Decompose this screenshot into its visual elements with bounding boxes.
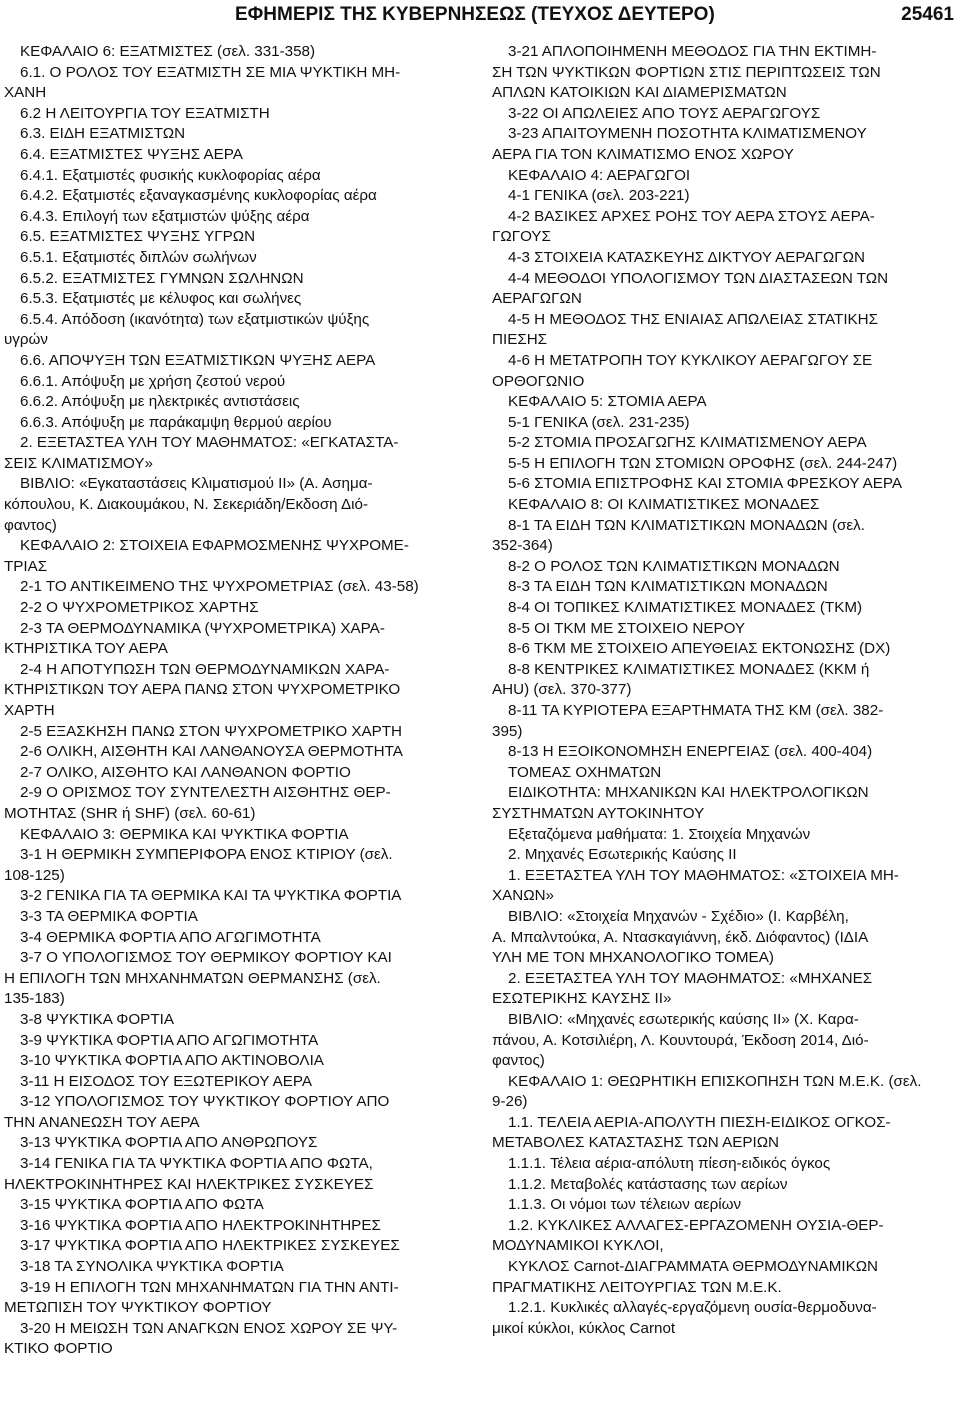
text-line: 3-11 Η ΕΙΣΟΔΟΣ ΤΟΥ ΕΞΩΤΕΡΙΚΟΥ ΑΕΡΑ xyxy=(20,1072,313,1090)
text-line: 5-5 Η ΕΠΙΛΟΓΗ ΤΩΝ ΣΤΟΜΙΩΝ ΟΡΟΦΗΣ (σελ. 244-247) xyxy=(508,454,898,472)
text-line: ΤΡΙΑΣ xyxy=(4,557,48,575)
text-line: ΑΕΡΑ ΓΙΑ ΤΟΝ ΚΛΙΜΑΤΙΣΜΟ ΕΝΟΣ ΧΩΡΟΥ xyxy=(492,145,794,163)
text-line: 3-2 ΓΕΝΙΚΑ ΓΙΑ ΤΑ ΘΕΡΜΙΚΑ ΚΑΙ ΤΑ ΨΥΚΤΙΚΑ ΦΟΡΤΙΑ xyxy=(20,887,402,905)
text-line: 8-11 ΤΑ ΚΥΡΙΟΤΕΡΑ ΕΞΑΡΤΗΜΑΤΑ ΤΗΣ ΚΜ (σελ. 382- xyxy=(508,702,884,719)
text-line: 2-5 ΕΞΑΣΚΗΣΗ ΠΑΝΩ ΣΤΟΝ ΨΥΧΡΟΜΕΤΡΙΚΟ ΧΑΡΤΗ xyxy=(20,722,403,740)
text-line: μικοί κύκλοι, κύκλος Carnot xyxy=(492,1319,676,1337)
text-line: 3-18 ΤΑ ΣΥΝΟΛΙΚΑ ΨΥΚΤΙΚΑ ΦΟΡΤΙΑ xyxy=(20,1258,284,1276)
text-line: ΣΥΣΤΗΜΑΤΩΝ ΑΥΤΟΚΙΝΗΤΟΥ xyxy=(492,804,705,822)
text-line: Α. Μπαλντούκα, Α. Ντασκαγιάννη, έκδ. Διόφαντος) (ΙΔΙΑ xyxy=(492,928,869,946)
text-line: ΜΟΤΗΤΑΣ (SHR ή SHF) (σελ. 60-61) xyxy=(4,804,256,822)
text-line: ΕΙΔΙΚΟΤΗΤΑ: ΜΗΧΑΝΙΚΩΝ ΚΑΙ ΗΛΕΚΤΡΟΛΟΓΙΚΩΝ xyxy=(508,784,869,802)
text-line: 6.4.1. Εξατμιστές φυσικής κυκλοφορίας αέρα xyxy=(20,166,321,184)
text-line: 6.1. Ο ΡΟΛΟΣ ΤΟΥ ΕΞΑΤΜΙΣΤΗ ΣΕ ΜΙΑ ΨΥΚΤΙΚΗ ΜΗ- xyxy=(20,63,401,81)
text-line: ΚΤΗΡΙΣΤΙΚΑ ΤΟΥ ΑΕΡΑ xyxy=(4,640,168,658)
text-line: 6.5.4. Απόδοση (ικανότητα) των εξατμιστικών ψύξης xyxy=(20,310,370,328)
text-line: 6.3. ΕΙΔΗ ΕΞΑΤΜΙΣΤΩΝ xyxy=(20,125,186,143)
text-line: φαντος) xyxy=(4,516,57,534)
text-line: 3-13 ΨΥΚΤΙΚΑ ΦΟΡΤΙΑ ΑΠΟ ΑΝΘΡΩΠΟΥΣ xyxy=(20,1134,318,1152)
text-line: ΑΠΛΩΝ ΚΑΤΟΙΚΙΩΝ ΚΑΙ ΔΙΑΜΕΡΙΣΜΑΤΩΝ xyxy=(492,84,787,102)
text-line: 3-1 Η ΘΕΡΜΙΚΗ ΣΥΜΠΕΡΙΦΟΡΑ ΕΝΟΣ ΚΤΙΡΙΟΥ (σελ. xyxy=(20,846,393,864)
text-line: 6.6.3. Απόψυξη με παράκαμψη θερμού αερίου xyxy=(20,413,332,431)
text-line: ΜΕΤΑΒΟΛΕΣ ΚΑΤΑΣΤΑΣΗΣ ΤΩΝ ΑΕΡΙΩΝ xyxy=(492,1134,780,1152)
text-line: 2-1 ΤΟ ΑΝΤΙΚΕΙΜΕΝΟ ΤΗΣ ΨΥΧΡΟΜΕΤΡΙΑΣ (σελ. 43-58) xyxy=(20,578,419,596)
text-line: 3-9 ΨΥΚΤΙΚΑ ΦΟΡΤΙΑ ΑΠΟ ΑΓΩΓΙΜΟΤΗΤΑ xyxy=(20,1031,319,1049)
text-line: 6.4. ΕΞΑΤΜΙΣΤΕΣ ΨΥΞΗΣ ΑΕΡΑ xyxy=(20,145,243,163)
text-line: ΒΙΒΛΙΟ: «Στοιχεία Μηχανών - Σχέδιο» (Ι. Καρβέλη, xyxy=(508,907,849,925)
text-line: 3-12 ΥΠΟΛΟΓΙΣΜΟΣ ΤΟΥ ΨΥΚΤΙΚΟΥ ΦΟΡΤΙΟΥ ΑΠΟ xyxy=(20,1093,390,1111)
text-line: 1.1.2. Μεταβολές κατάστασης των αερίων xyxy=(508,1175,788,1193)
text-line: 8-8 ΚΕΝΤΡΙΚΕΣ ΚΛΙΜΑΤΙΣΤΙΚΕΣ ΜΟΝΑΔΕΣ (ΚΚΜ ή xyxy=(508,660,870,678)
text-line: 9-26) xyxy=(492,1093,528,1111)
text-line: AHU) (σελ. 370-377) xyxy=(492,681,632,699)
text-line: 3-20 Η ΜΕΙΩΣΗ ΤΩΝ ΑΝΑΓΚΩΝ ΕΝΟΣ ΧΩΡΟΥ ΣΕ ΨΥ- xyxy=(20,1319,398,1337)
text-line: 2-7 ΟΛΙΚΟ, ΑΙΣΘΗΤΟ ΚΑΙ ΛΑΝΘΑΝΟΝ ΦΟΡΤΙΟ xyxy=(20,763,351,781)
text-line: ΜΟΔΥΝΑΜΙΚΟΙ ΚΥΚΛΟΙ, xyxy=(492,1237,664,1255)
text-line: 3-15 ΨΥΚΤΙΚΑ ΦΟΡΤΙΑ ΑΠΟ ΦΩΤΑ xyxy=(20,1196,264,1214)
text-line: 6.2 Η ΛΕΙΤΟΥΡΓΙΑ ΤΟΥ ΕΞΑΤΜΙΣΤΗ xyxy=(20,104,270,122)
text-line: 8-6 ΤΚΜ ΜΕ ΣΤΟΙΧΕΙΟ ΑΠΕΥΘΕΙΑΣ ΕΚΤΟΝΩΣΗΣ (DX) xyxy=(508,640,891,658)
text-line: 6.6. ΑΠΟΨΥΞΗ ΤΩΝ ΕΞΑΤΜΙΣΤΙΚΩΝ ΨΥΞΗΣ ΑΕΡΑ xyxy=(20,351,376,369)
text-line: 4-3 ΣΤΟΙΧΕΙΑ ΚΑΤΑΣΚΕΥΗΣ ΔΙΚΤΥΟΥ ΑΕΡΑΓΩΓΩΝ xyxy=(508,248,865,266)
text-line: 3-19 Η ΕΠΙΛΟΓΗ ΤΩΝ ΜΗΧΑΝΗΜΑΤΩΝ ΓΙΑ ΤΗΝ ΑΝΤΙ- xyxy=(20,1278,399,1296)
text-line: 6.5.2. ΕΞΑΤΜΙΣΤΕΣ ΓΥΜΝΩΝ ΣΩΛΗΝΩΝ xyxy=(20,269,304,287)
text-line: 3-8 ΨΥΚΤΙΚΑ ΦΟΡΤΙΑ xyxy=(20,1010,174,1028)
text-line: ΠΙΕΣΗΣ xyxy=(492,331,548,349)
text-line: 1. ΕΞΕΤΑΣΤΕΑ ΥΛΗ ΤΟΥ ΜΑΘΗΜΑΤΟΣ: «ΣΤΟΙΧΕΙΑ ΜΗ- xyxy=(508,866,899,884)
text-line: 8-4 ΟΙ ΤΟΠΙΚΕΣ ΚΛΙΜΑΤΙΣΤΙΚΕΣ ΜΟΝΑΔΕΣ (ΤΚΜ) xyxy=(508,599,863,617)
text-line: 1.1.1. Τέλεια αέρια-απόλυτη πίεση-ειδικός όγκος xyxy=(508,1155,831,1173)
text-line: 5-1 ΓΕΝΙΚΑ (σελ. 231-235) xyxy=(508,413,690,431)
text-line: 4-5 Η ΜΕΘΟΔΟΣ ΤΗΣ ΕΝΙΑΙΑΣ ΑΠΩΛΕΙΑΣ ΣΤΑΤΙΚΗΣ xyxy=(508,310,879,328)
text-line: ΟΡΘΟΓΩΝΙΟ xyxy=(492,372,585,390)
text-line: 4-2 ΒΑΣΙΚΕΣ ΑΡΧΕΣ ΡΟΗΣ ΤΟΥ ΑΕΡΑ ΣΤΟΥΣ ΑΕΡΑ- xyxy=(508,207,875,225)
text-line: 4-1 ΓΕΝΙΚΑ (σελ. 203-221) xyxy=(508,187,690,205)
text-line: 4-6 Η ΜΕΤΑΤΡΟΠΗ ΤΟΥ ΚΥΚΛΙΚΟΥ ΑΕΡΑΓΩΓΟΥ ΣΕ xyxy=(508,351,873,369)
text-line: 4-4 ΜΕΘΟΔΟΙ ΥΠΟΛΟΓΙΣΜΟΥ ΤΩΝ ΔΙΑΣΤΑΣΕΩΝ ΤΩΝ xyxy=(508,269,889,287)
text-line: υγρών xyxy=(4,331,48,349)
text-line: 3-7 Ο ΥΠΟΛΟΓΙΣΜΟΣ ΤΟΥ ΘΕΡΜΙΚΟΥ ΦΟΡΤΙΟΥ ΚΑΙ xyxy=(20,949,392,967)
text-line: 8-5 ΟΙ ΤΚΜ ΜΕ ΣΤΟΙΧΕΙΟ ΝΕΡΟΥ xyxy=(508,619,746,637)
page-number: 25461 xyxy=(901,4,954,25)
text-line: ΚΥΚΛΟΣ Carnot-ΔΙΑΓΡΑΜΜΑΤΑ ΘΕΡΜΟΔΥΝΑΜΙΚΩΝ xyxy=(508,1258,879,1276)
gazette-title: ΕΦΗΜΕΡΙΣ ΤΗΣ ΚΥΒΕΡΝΗΣΕΩΣ (ΤΕΥΧΟΣ ΔΕΥΤΕΡΟ) xyxy=(235,4,715,25)
text-line: 6.4.3. Επιλογή των εξατμιστών ψύξης αέρα xyxy=(20,207,310,225)
text-line: 6.6.2. Απόψυξη με ηλεκτρικές αντιστάσεις xyxy=(20,393,300,411)
page-header xyxy=(0,0,960,40)
text-line: ΤΗΝ ΑΝΑΝΕΩΣΗ ΤΟΥ ΑΕΡΑ xyxy=(4,1113,200,1131)
text-line: ΧΑΝΩΝ» xyxy=(492,887,554,905)
text-line: 6.5.1. Εξατμιστές διπλών σωλήνων xyxy=(20,248,257,266)
text-line: 3-21 ΑΠΛΟΠΟΙΗΜΕΝΗ ΜΕΘΟΔΟΣ ΓΙΑ ΤΗΝ ΕΚΤΙΜΗ- xyxy=(508,43,877,60)
text-line: 2-3 ΤΑ ΘΕΡΜΟΔΥΝΑΜΙΚΑ (ΨΥΧΡΟΜΕΤΡΙΚΑ) ΧΑΡΑ- xyxy=(20,619,385,637)
text-line: 2-9 Ο ΟΡΙΣΜΟΣ ΤΟΥ ΣΥΝΤΕΛΕΣΤΗ ΑΙΣΘΗΤΗΣ ΘΕΡ- xyxy=(20,784,391,802)
text-line: κόπουλου, Κ. Διακουμάκου, Ν. Σεκεριάδη/Εκδοση Διό- xyxy=(4,496,369,514)
text-line: ΣΗ ΤΩΝ ΨΥΚΤΙΚΩΝ ΦΟΡΤΙΩΝ ΣΤΙΣ ΠΕΡΙΠΤΩΣΕΙΣ ΤΩΝ xyxy=(492,63,881,81)
text-line: 1.2.1. Κυκλικές αλλαγές-εργαζόμενη ουσία-θερμοδυνα- xyxy=(508,1299,877,1317)
text-line: 6.5.3. Εξατμιστές με κέλυφος και σωλήνες xyxy=(20,290,302,308)
text-line: 6.6.1. Απόψυξη με χρήση ζεστού νερού xyxy=(20,372,286,390)
text-line: 8-1 ΤΑ ΕΙΔΗ ΤΩΝ ΚΛΙΜΑΤΙΣΤΙΚΩΝ ΜΟΝΑΔΩΝ (σελ. xyxy=(508,516,865,534)
text-column-right xyxy=(492,42,957,1339)
text-line: 135-183) xyxy=(4,990,65,1008)
text-line: ΑΕΡΑΓΩΓΩΝ xyxy=(492,290,582,308)
text-line: ΜΕΤΩΠΙΣΗ ΤΟΥ ΨΥΚΤΙΚΟΥ ΦΟΡΤΙΟΥ xyxy=(4,1299,272,1317)
text-line: 5-2 ΣΤΟΜΙΑ ΠΡΟΣΑΓΩΓΗΣ ΚΛΙΜΑΤΙΣΜΕΝΟΥ ΑΕΡΑ xyxy=(508,434,867,452)
text-line: 2-2 Ο ΨΥΧΡΟΜΕΤΡΙΚΟΣ ΧΑΡΤΗΣ xyxy=(20,599,259,617)
text-line: 108-125) xyxy=(4,866,65,884)
text-line: 3-22 ΟΙ ΑΠΩΛΕΙΕΣ ΑΠΟ ΤΟΥΣ ΑΕΡΑΓΩΓΟΥΣ xyxy=(508,104,821,122)
text-line: ΧΑΝΗ xyxy=(4,84,47,102)
text-line: πάνου, Α. Κοτσιλιέρη, Λ. Κουντουρά, Έκδοση 2014, Διό- xyxy=(492,1031,869,1049)
text-line: 3-14 ΓΕΝΙΚΑ ΓΙΑ ΤΑ ΨΥΚΤΙΚΑ ΦΟΡΤΙΑ ΑΠΟ ΦΩΤΑ, xyxy=(20,1155,373,1173)
text-line: 3-23 ΑΠΑΙΤΟΥΜΕΝΗ ΠΟΣΟΤΗΤΑ ΚΛΙΜΑΤΙΣΜΕΝΟΥ xyxy=(508,125,867,143)
text-line: 395) xyxy=(492,722,523,740)
text-line: 2. ΕΞΕΤΑΣΤΕΑ ΥΛΗ ΤΟΥ ΜΑΘΗΜΑΤΟΣ: «ΜΗΧΑΝΕΣ xyxy=(508,969,873,987)
text-line: 5-6 ΣΤΟΜΙΑ ΕΠΙΣΤΡΟΦΗΣ ΚΑΙ ΣΤΟΜΙΑ ΦΡΕΣΚΟΥ ΑΕΡΑ xyxy=(508,475,903,493)
text-line: 3-10 ΨΥΚΤΙΚΑ ΦΟΡΤΙΑ ΑΠΟ ΑΚΤΙΝΟΒΟΛΙΑ xyxy=(20,1052,324,1070)
text-line: ΚΤΗΡΙΣΤΙΚΩΝ ΤΟΥ ΑΕΡΑ ΠΑΝΩ ΣΤΟΝ ΨΥΧΡΟΜΕΤΡΙΚΟ xyxy=(4,681,401,699)
text-line: 3-3 ΤΑ ΘΕΡΜΙΚΑ ΦΟΡΤΙΑ xyxy=(20,907,198,925)
text-line: ΒΙΒΛΙΟ: «Εγκαταστάσεις Κλιματισμού ΙΙ» (Α. Ασημα- xyxy=(20,475,373,493)
text-line: 6.4.2. Εξατμιστές εξαναγκασμένης κυκλοφορίας αέρα xyxy=(20,187,377,205)
text-line: ΕΣΩΤΕΡΙΚΗΣ ΚΑΥΣΗΣ ΙΙ» xyxy=(492,990,672,1008)
text-line: ΚΕΦΑΛΑΙΟ 3: ΘΕΡΜΙΚΑ ΚΑΙ ΨΥΚΤΙΚΑ ΦΟΡΤΙΑ xyxy=(20,825,349,843)
text-line: 8-3 ΤΑ ΕΙΔΗ ΤΩΝ ΚΛΙΜΑΤΙΣΤΙΚΩΝ ΜΟΝΑΔΩΝ xyxy=(508,578,828,596)
text-line: 1.1. ΤΕΛΕΙΑ ΑΕΡΙΑ-ΑΠΟΛΥΤΗ ΠΙΕΣΗ-ΕΙΔΙΚΟΣ ΟΓΚΟΣ- xyxy=(508,1113,891,1131)
text-column-left xyxy=(4,42,470,1360)
text-line: 2. ΕΞΕΤΑΣΤΕΑ ΥΛΗ ΤΟΥ ΜΑΘΗΜΑΤΟΣ: «ΕΓΚΑΤΑΣΤΑ- xyxy=(20,434,399,452)
text-line: ΠΡΑΓΜΑΤΙΚΗΣ ΛΕΙΤΟΥΡΓΙΑΣ ΤΩΝ Μ.Ε.Κ. xyxy=(492,1278,782,1296)
text-line: 1.2. ΚΥΚΛΙΚΕΣ ΑΛΛΑΓΕΣ-ΕΡΓΑΖΟΜΕΝΗ ΟΥΣΙΑ-ΘΕΡ- xyxy=(508,1216,884,1234)
text-line: 2-6 ΟΛΙΚΗ, ΑΙΣΘΗΤΗ ΚΑΙ ΛΑΝΘΑΝΟΥΣΑ ΘΕΡΜΟΤΗΤΑ xyxy=(20,743,403,761)
text-line: 2-4 Η ΑΠΟΤΥΠΩΣΗ ΤΩΝ ΘΕΡΜΟΔΥΝΑΜΙΚΩΝ ΧΑΡΑ- xyxy=(20,660,390,678)
text-line: φαντος) xyxy=(492,1052,545,1070)
text-line: ΚΕΦΑΛΑΙΟ 1: ΘΕΩΡΗΤΙΚΗ ΕΠΙΣΚΟΠΗΣΗ ΤΩΝ Μ.Ε.Κ. (σελ. xyxy=(508,1072,922,1090)
text-line: ΥΛΗ ΜΕ ΤΟΝ ΜΗΧΑΝΟΛΟΓΙΚΟ ΤΟΜΕΑ) xyxy=(492,949,774,967)
text-line: ΚΤΙΚΟ ΦΟΡΤΙΟ xyxy=(4,1340,113,1358)
text-line: 3-17 ΨΥΚΤΙΚΑ ΦΟΡΤΙΑ ΑΠΟ ΗΛΕΚΤΡΙΚΕΣ ΣΥΣΚΕΥΕΣ xyxy=(20,1237,400,1255)
text-line: ΚΕΦΑΛΑΙΟ 6: ΕΞΑΤΜΙΣΤΕΣ (σελ. 331-358) xyxy=(20,43,316,60)
text-line: ΣΕΙΣ ΚΛΙΜΑΤΙΣΜΟΥ» xyxy=(4,454,153,472)
text-line: ΚΕΦΑΛΑΙΟ 2: ΣΤΟΙΧΕΙΑ ΕΦΑΡΜΟΣΜΕΝΗΣ ΨΥΧΡΟΜΕ- xyxy=(20,537,409,555)
text-line: 8-13 Η ΕΞΟΙΚΟΝΟΜΗΣΗ ΕΝΕΡΓΕΙΑΣ (σελ. 400-404) xyxy=(508,743,873,761)
text-line: 2. Μηχανές Εσωτερικής Καύσης ΙΙ xyxy=(508,846,737,864)
text-line: ΗΛΕΚΤΡΟΚΙΝΗΤΗΡΕΣ ΚΑΙ ΗΛΕΚΤΡΙΚΕΣ ΣΥΣΚΕΥΕΣ xyxy=(4,1175,374,1193)
text-line: ΧΑΡΤΗ xyxy=(4,702,55,719)
text-line: 3-4 ΘΕΡΜΙΚΑ ΦΟΡΤΙΑ ΑΠΟ ΑΓΩΓΙΜΟΤΗΤΑ xyxy=(20,928,321,946)
text-line: Η ΕΠΙΛΟΓΗ ΤΩΝ ΜΗΧΑΝΗΜΑΤΩΝ ΘΕΡΜΑΝΣΗΣ (σελ. xyxy=(4,969,381,987)
text-line: ΤΟΜΕΑΣ ΟΧΗΜΑΤΩΝ xyxy=(508,763,662,781)
text-line: 8-2 Ο ΡΟΛΟΣ ΤΩΝ ΚΛΙΜΑΤΙΣΤΙΚΩΝ ΜΟΝΑΔΩΝ xyxy=(508,557,840,575)
text-line: ΓΩΓΟΥΣ xyxy=(492,228,551,246)
text-line: ΚΕΦΑΛΑΙΟ 4: ΑΕΡΑΓΩΓΟΙ xyxy=(508,166,691,184)
text-line: ΒΙΒΛΙΟ: «Μηχανές εσωτερικής καύσης ΙΙ» (Χ. Καρα- xyxy=(508,1010,859,1028)
text-line: 3-16 ΨΥΚΤΙΚΑ ΦΟΡΤΙΑ ΑΠΟ ΗΛΕΚΤΡΟΚΙΝΗΤΗΡΕΣ xyxy=(20,1216,381,1234)
text-line: ΚΕΦΑΛΑΙΟ 5: ΣΤΟΜΙΑ ΑΕΡΑ xyxy=(508,393,707,411)
text-line: Εξεταζόμενα μαθήματα: 1. Στοιχεία Μηχανών xyxy=(508,825,811,843)
text-line: 6.5. ΕΞΑΤΜΙΣΤΕΣ ΨΥΞΗΣ ΥΓΡΩΝ xyxy=(20,228,256,246)
text-line: ΚΕΦΑΛΑΙΟ 8: ΟΙ ΚΛΙΜΑΤΙΣΤΙΚΕΣ ΜΟΝΑΔΕΣ xyxy=(508,496,820,514)
text-line: 352-364) xyxy=(492,537,553,555)
text-line: 1.1.3. Οι νόμοι των τέλειων αερίων xyxy=(508,1196,742,1214)
